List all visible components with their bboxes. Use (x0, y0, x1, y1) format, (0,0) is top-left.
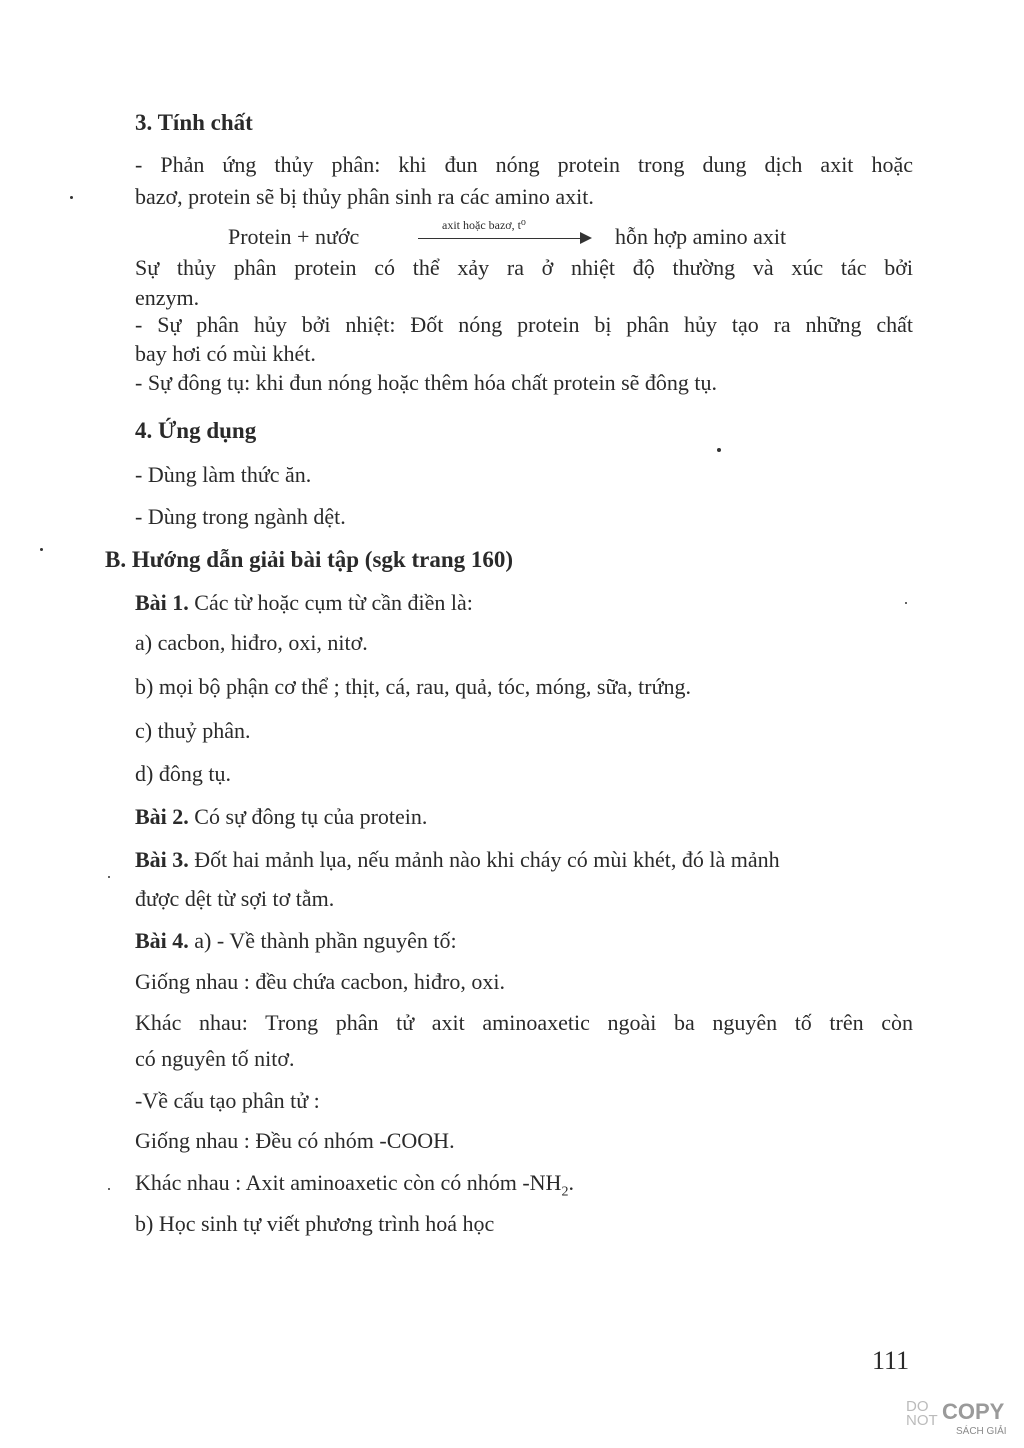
hydrolysis-text-line-2: bazơ, protein sẽ bị thủy phân sinh ra các amino axit. (135, 184, 594, 209)
bai-2-label: Bài 2. (135, 804, 189, 829)
watermark-not: NOT (906, 1412, 938, 1429)
bai-4-difference-1-line-2: có nguyên tố nitơ. (135, 1046, 295, 1071)
bai-1-answer-b: b) mọi bộ phận cơ thể ; thịt, cá, rau, quả, tóc, móng, sữa, trứng. (135, 674, 692, 699)
bai-1-answer-a: a) cacbon, hiđro, oxi, nitơ. (135, 630, 368, 655)
scan-speck (108, 1188, 110, 1190)
scan-speck (108, 876, 110, 878)
heat-decomposition-line-1: - Sự phân hủy bởi nhiệt: Đốt nóng protein bị phân hủy tạo ra những chất (135, 312, 913, 337)
hydrolysis-text-line-1: - Phản ứng thủy phân: khi đun nóng protein trong dung dịch axit hoặc (135, 152, 913, 177)
page-number: 111 (872, 1346, 910, 1375)
bai-4-label: Bài 4. (135, 928, 189, 953)
section-4-heading: 4. Ứng dụng (135, 418, 257, 443)
bai-2-line (135, 802, 427, 832)
bai-2-text: Có sự đông tụ của protein. (188, 804, 428, 829)
bai-3-label: Bài 3. (135, 847, 189, 872)
section-3-heading: 3. Tính chất (135, 110, 253, 135)
reaction-condition: axit hoặc bazơ, t⁰ (442, 218, 526, 232)
watermark-brand: SÁCH GIẢI (956, 1426, 1007, 1437)
enzyme-text-line-1: Sự thủy phân protein có thể xảy ra ở nhiệt độ thường và xúc tác bởi (135, 255, 913, 280)
bai-1-answer-c: c) thuỷ phân. (135, 718, 251, 743)
arrow-head-icon (580, 232, 592, 244)
bai-4-similarity-1: Giống nhau : đều chứa cacbon, hiđro, oxi. (135, 969, 505, 994)
bai-4-difference-2 (135, 1168, 574, 1207)
watermark-copy: COPY (942, 1399, 1005, 1424)
scan-speck (40, 548, 43, 551)
watermark-logo (906, 1398, 1012, 1442)
bai-1-answer-d: d) đông tụ. (135, 761, 231, 786)
bai-3-line-2: được dệt từ sợi tơ tằm. (135, 886, 335, 911)
bai-4-answer-b: b) Học sinh tự viết phương trình hoá học (135, 1211, 495, 1236)
bai-1-line (135, 588, 473, 618)
bai-4-line (135, 926, 457, 956)
equation-left: Protein + nước (228, 224, 360, 249)
bai-3-line-1 (135, 845, 913, 875)
reaction-arrow (418, 218, 594, 252)
bai-1-text: Các từ hoặc cụm từ cần điền là: (188, 590, 473, 615)
bai-1-label: Bài 1. (135, 590, 189, 615)
bai-4-structure-heading: -Về cấu tạo phân tử : (135, 1088, 320, 1113)
application-item-2: - Dùng trong ngành dệt. (135, 504, 346, 529)
bai-4-difference-1-line-1: Khác nhau: Trong phân tử axit aminoaxetic ngoài ba nguyên tố trên còn (135, 1010, 913, 1035)
bai-4-difference-2-end: . (568, 1170, 574, 1195)
nh2-subscript: 2 (561, 1184, 569, 1200)
watermark-do: DO (906, 1398, 929, 1415)
arrow-line (418, 238, 586, 239)
coagulation-text: - Sự đông tụ: khi đun nóng hoặc thêm hóa chất protein sẽ đông tụ. (135, 370, 718, 395)
equation-right: hỗn hợp amino axit (615, 224, 787, 249)
scan-speck (70, 196, 73, 199)
bai-4-difference-2-text: Khác nhau : Axit aminoaxetic còn có nhóm -NH (135, 1170, 562, 1195)
scan-speck (717, 448, 721, 452)
application-item-1: - Dùng làm thức ăn. (135, 462, 312, 487)
enzyme-text-line-2: enzym. (135, 285, 200, 310)
bai-3-text-1: Đốt hai mảnh lụa, nếu mảnh nào khi cháy có mùi khét, đó là mảnh (188, 847, 780, 872)
heat-decomposition-line-2: bay hơi có mùi khét. (135, 341, 316, 366)
part-b-heading: B. Hướng dẫn giải bài tập (sgk trang 160) (105, 547, 514, 572)
bai-4-similarity-2: Giống nhau : Đều có nhóm -COOH. (135, 1128, 455, 1153)
scan-speck (905, 602, 907, 604)
bai-4-text: a) - Về thành phần nguyên tố: (188, 928, 457, 953)
